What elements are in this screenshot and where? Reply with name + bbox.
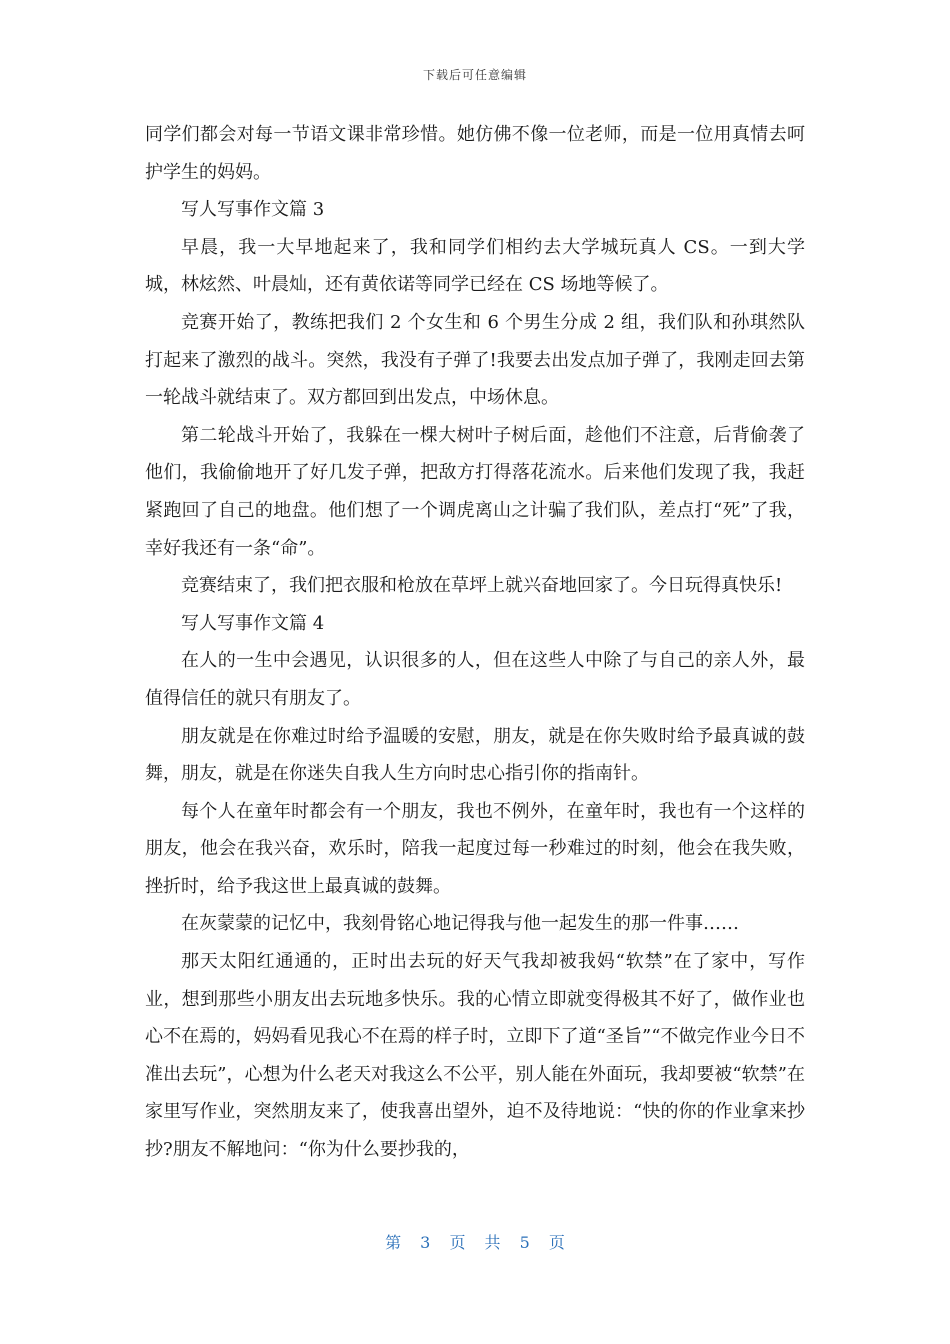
paragraph: 每个人在童年时都会有一个朋友，我也不例外，在童年时，我也有一个这样的朋友，他会在我兴奋，欢乐时，陪我一起度过每一秒难过的时刻，他会在我失败，挫折时，给予我这世上最真诚的鼓舞。 [145,800,805,897]
paragraph: 竞赛开始了，教练把我们 2 个女生和 6 个男生分成 2 组，我们队和孙琪然队打起来了激烈的战斗。突然，我没有子弹了!我要去出发点加子弹了，我刚走回去第一轮战斗就结束了。双方都回到出发点，中场休息。 [145,311,805,409]
section-heading: 写人写事作文篇 4 [181,612,325,634]
paragraph: 朋友就是在你难过时给予温暖的安慰，朋友，就是在你失败时给予最真诚的鼓舞，朋友，就是在你迷失自我人生方向时忠心指引你的指南针。 [145,725,805,785]
section-heading: 写人写事作文篇 3 [181,199,325,221]
page-header-note: 下载后可任意编辑 [422,68,527,82]
paragraph: 第二轮战斗开始了，我躲在一棵大树叶子树后面，趁他们不注意，后背偷袭了他们，我偷偷地开了好几发子弹，把敌方打得落花流水。后来他们发现了我，我赶紧跑回了自己的地盘。他们想了一个调虎离山之计骗了我们队，差点打“死”了我，幸好我还有一条“命”。 [145,424,805,559]
paragraph: 同学们都会对每一节语文课非常珍惜。她仿佛不像一位老师，而是一位用真情去呵护学生的妈妈。 [145,124,805,183]
paragraph: 那天太阳红通通的，正时出去玩的好天气我却被我妈“软禁”在了家中，写作业，想到那些小朋友出去玩地多快乐。我的心情立即就变得极其不好了，做作业也心不在焉的，妈妈看见我心不在焉的样子时，立即下了道“圣旨”“不做完作业今日不准出去玩”，心想为什么老天对我这么不公平，别人能在外面玩，我却要被“软禁”在家里写作业，突然朋友来了，使我喜出望外，迫不及待地说：“快的你的作业拿来抄抄?朋友不解地问：“你为什么要抄我的， [145,951,805,1161]
paragraph: 在人的一生中会遇见，认识很多的人，但在这些人中除了与自己的亲人外，最值得信任的就只有朋友了。 [145,650,805,709]
document-body [145,116,805,1169]
paragraph: 在灰蒙蒙的记忆中，我刻骨铭心地记得我与他一起发生的那一件事…… [181,913,739,935]
paragraph: 早晨，我一大早地起来了，我和同学们相约去大学城玩真人 CS。一到大学城，林炫然、叶晨灿，还有黄依诺等同学已经在 CS 场地等候了。 [145,236,805,296]
page-number: 第 3 页 共 5 页 [385,1233,565,1252]
paragraph: 竞赛结束了，我们把衣服和枪放在草坪上就兴奋地回家了。今日玩得真快乐! [181,575,783,597]
